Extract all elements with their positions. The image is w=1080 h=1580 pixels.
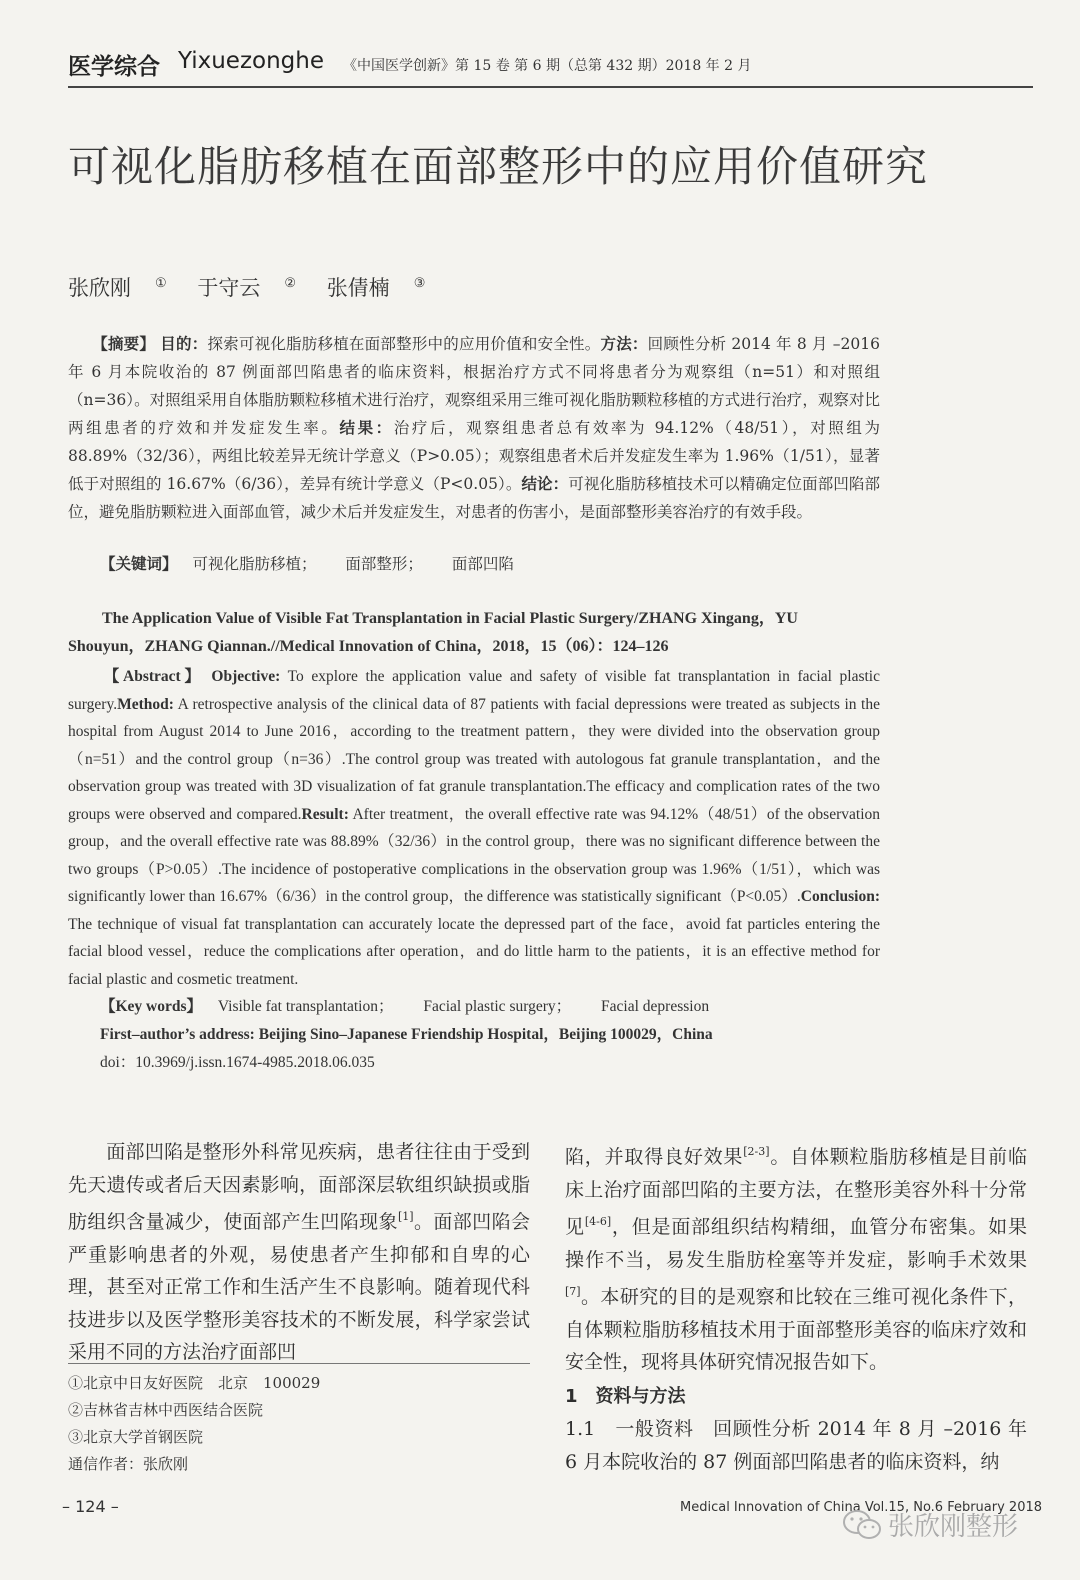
watermark [842, 1506, 1018, 1543]
abstract-objective: 探索可视化脂肪移植在面部整形中的应用价值和安全性。 [207, 335, 601, 353]
footnote-rule [68, 1363, 530, 1364]
section-heading: 1 资料与方法 [565, 1385, 686, 1407]
subsection-text: 1.1 一般资料 回顾性分析 2014 年 8 月 –2016 年 6 月本院收治的 87 例面部凹陷患者的临床资料，纳 [565, 1418, 1027, 1473]
footnote: ③北京大学首钢医院 [68, 1428, 204, 1446]
footnote: ①北京中日友好医院 北京 100029 [68, 1374, 321, 1392]
keyword: 面部凹陷 [451, 555, 514, 573]
watermark-text: 张欣刚整形 [888, 1512, 1019, 1542]
conclusion-label: 结论： [521, 475, 569, 493]
page-number: – 124 – [62, 1497, 119, 1516]
citation: [1] [397, 1210, 414, 1223]
doi: doi：10.3969/j.issn.1674-4985.2018.06.035 [100, 1054, 375, 1071]
abstract-cn [68, 330, 880, 526]
section-name-en: Yixuezonghe [178, 48, 325, 74]
english-abstract-block [68, 605, 880, 1077]
section-name-cn: 医学综合 [68, 54, 160, 80]
footnotes [68, 1370, 320, 1478]
article-title: 可视化脂肪移植在面部整形中的应用价值研究 [68, 142, 929, 191]
header-rule [68, 86, 1033, 88]
author: 于守云 ② [197, 276, 296, 300]
body-column-right [565, 1136, 1027, 1478]
method-label: 方法： [600, 335, 648, 353]
body-column-left: 面部凹陷是整形外科常见疾病，患者往往由于受到先天遗传或者后天因素影响，面部深层软组织缺损或脂肪组织含量减少，使面部产生凹陷现象[1]。面部凹陷会严重影响患者的外观，易使患者产生抑郁和自卑的心理，甚至对正常工作和生活产生不良影响。随着现代科技进步以及医学整形美容技术的不断发展，科学家尝试采用不同的方法治疗面部凹 [68, 1141, 530, 1363]
keyword: 可视化脂肪移植； [192, 555, 317, 573]
english-abstract: 【Abstract】 Objective: To explore the application value and safety of visible fat transplantation in facial plastic surgery.Method: A retrospective analysis of the clinical data of 87 patients with facial depressions were treated as subjects in the hospital from August 2014 to June 2016，according to the treatment pattern，they were divided into the observation group（n=51）and the control group（n=36）.The control group was treated with autologous fat granule transplantation，and the observation group was treated with 3D visualization of fat granule transplantation.The efficacy and complication rates of the two groups were observed and compared.Result: After treatment，the overall effective rate was 94.12%（48/51）of the observation group，and the overall effective rate was 88.89%（32/36）in the control group，there was no significant difference between the two groups（P>0.05）.The incidence of postoperative complications in the observation group was 1.96%（1/51），which was significantly lower than 16.67%（6/36）in the control group，the difference was statistically significant（P<0.05）.Conclusion: The technique of visual fat transplantation can accurately locate the depressed part of the face，avoid fat particles entering the facial blood vessel，reduce the complications after operation，and do little harm to the patients，it is an effective method for facial plastic and cosmetic treatment. [68, 668, 880, 988]
author-list [68, 272, 449, 302]
abstract-label: 【摘要】 [92, 335, 156, 353]
footer-journal: Medical Innovation of China Vol.15, No.6 February 2018 [680, 1500, 1043, 1515]
footnote: ②吉林省吉林中西医结合医院 [68, 1401, 264, 1419]
result-label: 结果： [339, 419, 394, 437]
author: 张倩楠 ③ [326, 276, 426, 300]
citation: [4-6] [584, 1215, 612, 1228]
keywords-label: 【关键词】 [100, 555, 178, 573]
keywords-cn [100, 552, 528, 574]
citation: [7] [565, 1285, 581, 1298]
abstract-method: 回顾性分析 2014 年 8 月 –2016 年 6 月本院收治的 87 例面部凹陷患者的临床资料，根据治疗方式不同将患者分为观察组（n=51）和对照组（n=36）。对照组采用自体脂肪颗粒移植术进行治疗，观察组采用三维可视化脂肪颗粒移植的方式进行治疗，观察对比两组患者的疗效和并发症发生率。 [68, 335, 880, 437]
abstract-result: 治疗后，观察组患者总有效率为 94.12%（48/51），对照组为 88.89%（32/36），两组比较差异无统计学意义（P>0.05）；观察组患者术后并发症发生率为 1.96%（1/51），显著低于对照组的 16.67%（6/36），差异有统计学意义（P<0.05）。 [68, 419, 880, 493]
english-title: The Application Value of Visible Fat Transplantation in Facial Plastic Surgery/ZHANG Xingang，YU Shouyun，ZHANG Qiannan.//Medical Innovation of China，2018，15（06）：124–126 [68, 610, 798, 655]
footnote: 通信作者：张欣刚 [68, 1455, 189, 1473]
running-header [68, 48, 1033, 82]
body-paragraph: 陷，并取得良好效果[2-3]。自体颗粒脂肪移植是目前临床上治疗面部凹陷的主要方法，在整形美容外科十分常见[4-6]，但是面部组织结构精细，血管分布密集。如果操作不当，易发生脂肪栓塞等并发症，影响手术效果[7]。本研究的目的是观察和比较在三维可视化条件下，自体颗粒脂肪移植技术用于面部整形美容的临床疗效和安全性，现将具体研究情况报告如下。 [565, 1145, 1027, 1373]
first-author-address: First–author’s address: Beijing Sino–Japanese Friendship Hospital，Beijing 100029，China [100, 1026, 713, 1043]
journal-issue-info: 《中国医学创新》第 15 卷 第 6 期（总第 432 期）2018 年 2 月 [343, 58, 752, 74]
english-keywords: 【Key words】 Visible fat transplantation； Facial plastic surgery； Facial depression [100, 998, 710, 1015]
author: 张欣刚 ① [68, 276, 167, 300]
keyword: 面部整形； [345, 555, 423, 573]
wechat-icon [842, 1508, 882, 1542]
abstract-conclusion: 可视化脂肪移植技术可以精确定位面部凹陷部位，避免脂肪颗粒进入面部血管，减少术后并发症发生，对患者的伤害小，是面部整形美容治疗的有效手段。 [68, 475, 880, 521]
objective-label: 目的： [160, 335, 208, 353]
citation: [2-3] [743, 1145, 770, 1158]
